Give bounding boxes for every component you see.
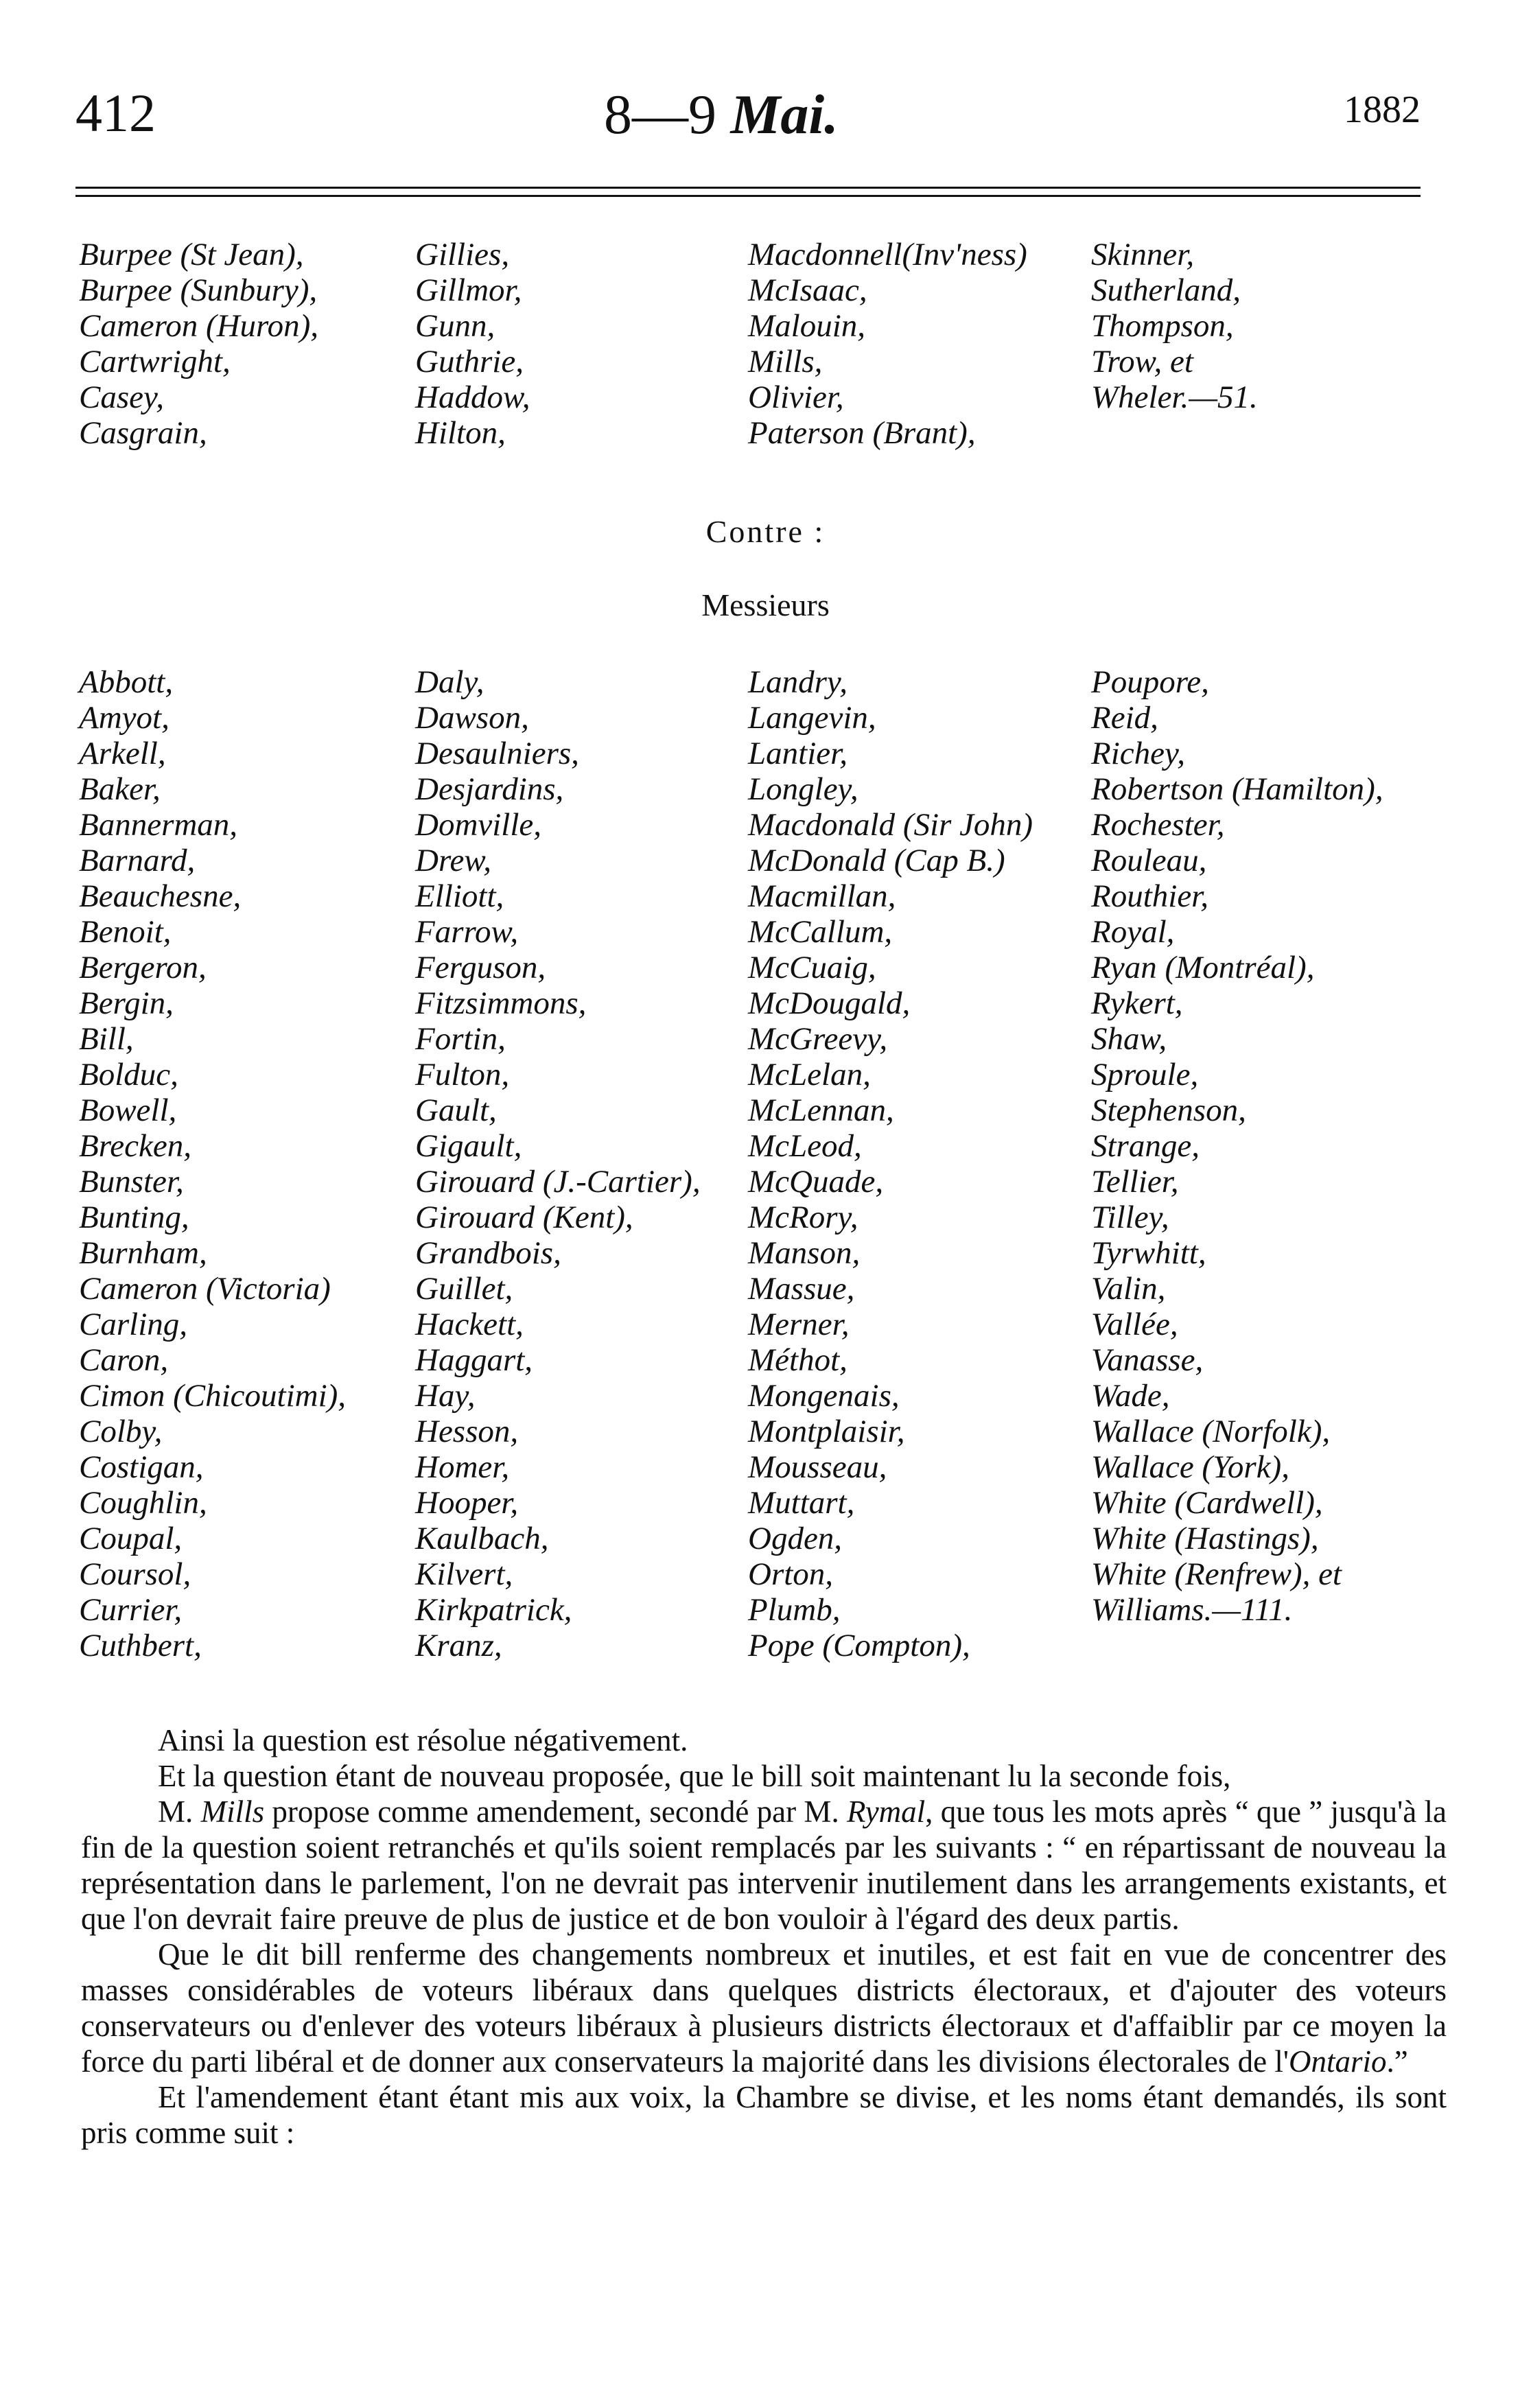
member-name: McCuaig, <box>748 950 876 985</box>
member-name: Landry, <box>748 664 848 700</box>
member-name: Cartwright, <box>79 344 231 379</box>
contre-column-4 <box>1091 664 1383 1628</box>
member-name: Bergin, <box>79 985 174 1021</box>
member-name: Skinner, <box>1091 237 1195 272</box>
place-name: Ontario <box>1288 2044 1387 2079</box>
paragraph-motion: Et la question étant de nouveau proposée, que le bill soit maintenant lu la seconde fois, <box>158 1759 1231 1793</box>
member-name: Paterson (Brant), <box>748 415 976 451</box>
member-name: Routhier, <box>1091 878 1209 914</box>
member-name: Ryan (Montréal), <box>1091 950 1315 985</box>
member-name: Currier, <box>79 1592 183 1628</box>
member-name: Abbott, <box>79 664 174 700</box>
member-name: Benoit, <box>79 914 172 950</box>
member-name: McDougald, <box>748 985 911 1021</box>
member-name: Kilvert, <box>415 1556 513 1592</box>
member-name: Casey, <box>79 379 165 415</box>
member-name: Mills, <box>748 344 823 379</box>
member-name: Stephenson, <box>1091 1092 1246 1128</box>
member-name: Gillies, <box>415 237 510 272</box>
member-name: Barnard, <box>79 843 196 878</box>
member-name: Rykert, <box>1091 985 1183 1021</box>
member-name: Orton, <box>748 1556 834 1592</box>
member-name: Montplaisir, <box>748 1414 905 1449</box>
member-name: Bolduc, <box>79 1057 178 1092</box>
member-name: Haggart, <box>415 1342 533 1378</box>
member-name: Wheler.—51. <box>1091 379 1258 415</box>
member-name: Gillmor, <box>415 272 522 308</box>
contre-column-3 <box>748 664 1033 1663</box>
seconder-name: Rymal <box>847 1795 926 1829</box>
member-name: Cameron (Huron), <box>79 308 318 344</box>
member-name: Desjardins, <box>415 771 564 807</box>
member-name: Bergeron, <box>79 950 207 985</box>
member-name: McDonald (Cap B.) <box>748 843 1005 878</box>
member-name: Kaulbach, <box>415 1521 549 1556</box>
member-name: Costigan, <box>79 1449 204 1485</box>
member-name: White (Renfrew), et <box>1091 1556 1342 1592</box>
member-name: McLeod, <box>748 1128 862 1164</box>
page-header <box>75 82 1421 158</box>
contre-column-2 <box>415 664 701 1663</box>
pour-column-3 <box>748 237 1027 451</box>
member-name: Haddow, <box>415 379 530 415</box>
member-name: Hay, <box>415 1378 476 1414</box>
contre-heading: Contre : <box>705 514 826 549</box>
member-name: Tellier, <box>1091 1164 1179 1200</box>
member-name: Bowell, <box>79 1092 177 1128</box>
member-name: Richey, <box>1091 736 1186 771</box>
member-name: Longley, <box>748 771 858 807</box>
member-name: Wade, <box>1091 1378 1170 1414</box>
member-name: Elliott, <box>415 878 504 914</box>
member-name: Hesson, <box>415 1414 519 1449</box>
member-name: Coursol, <box>79 1556 191 1592</box>
member-name: Sproule, <box>1091 1057 1199 1092</box>
date-month: Mai. <box>730 83 839 145</box>
member-name: Wallace (York), <box>1091 1449 1289 1485</box>
member-name: Fitzsimmons, <box>415 985 587 1021</box>
amendment-text-a: M. <box>158 1795 201 1829</box>
bill-text-a: Que le dit bill renferme des changements nombreux et inutiles, et est fait en vue de concentrer des masses considérables de voteurs libéraux dans quelques districts électoraux, et d'ajouter des voteurs conservateurs ou d'enlever des voteurs libéraux à plusieurs districts électoraux et d'affaiblir par ce moyen la force du parti libéral et de donner aux conservateurs la majorité dans les divisions électorales de l' <box>81 1937 1447 2079</box>
member-name: Cameron (Victoria) <box>79 1271 331 1307</box>
header-rule-bottom <box>75 195 1421 197</box>
date-day: 8—9 <box>604 83 716 145</box>
member-name: Thompson, <box>1091 308 1234 344</box>
member-name: Malouin, <box>748 308 866 344</box>
member-name: Girouard (J.-Cartier), <box>415 1164 701 1200</box>
member-name: Bunster, <box>79 1164 184 1200</box>
member-name: Ferguson, <box>415 950 546 985</box>
member-name: Colby, <box>79 1414 163 1449</box>
member-name: Sutherland, <box>1091 272 1241 308</box>
member-name: White (Hastings), <box>1091 1521 1319 1556</box>
member-name: Amyot, <box>79 700 170 736</box>
member-name: Homer, <box>415 1449 510 1485</box>
member-name: Burpee (St Jean), <box>79 237 304 272</box>
member-name: Drew, <box>415 843 491 878</box>
page-number: 412 <box>75 83 156 143</box>
member-name: Merner, <box>748 1307 850 1342</box>
member-name: Plumb, <box>748 1592 841 1628</box>
member-name: McLennan, <box>748 1092 894 1128</box>
paragraph-result: Ainsi la question est résolue négativement. <box>158 1723 688 1757</box>
member-name: Poupore, <box>1091 664 1209 700</box>
member-name: Massue, <box>748 1271 855 1307</box>
member-name: McLelan, <box>748 1057 871 1092</box>
member-name: Gunn, <box>415 308 495 344</box>
member-name: Guthrie, <box>415 344 524 379</box>
member-name: Mousseau, <box>748 1449 887 1485</box>
amendment-text-b: propose comme amendement, secondé par M. <box>264 1795 848 1829</box>
member-name: Fortin, <box>415 1021 506 1057</box>
member-name: McRory, <box>748 1200 858 1235</box>
member-name: Langevin, <box>748 700 876 736</box>
member-name: Macdonnell(Inv'ness) <box>748 237 1027 272</box>
member-name: Arkell, <box>79 736 166 771</box>
member-name: Rochester, <box>1091 807 1225 843</box>
member-name: Mongenais, <box>748 1378 900 1414</box>
member-name: McQuade, <box>748 1164 884 1200</box>
member-name: Wallace (Norfolk), <box>1091 1414 1331 1449</box>
member-name: Coupal, <box>79 1521 183 1556</box>
member-name: Méthot, <box>748 1342 848 1378</box>
member-name: Fulton, <box>415 1057 510 1092</box>
member-name: Gigault, <box>415 1128 522 1164</box>
contre-column-1 <box>79 664 346 1663</box>
member-name: Farrow, <box>415 914 519 950</box>
member-name: Olivier, <box>748 379 844 415</box>
messieurs-heading: Messieurs <box>701 587 830 622</box>
member-name: Lantier, <box>748 736 848 771</box>
paragraph-bill <box>81 1937 1447 2079</box>
member-name: Casgrain, <box>79 415 207 451</box>
member-name: Gault, <box>415 1092 497 1128</box>
header-rule-top <box>75 187 1421 189</box>
member-name: Ogden, <box>748 1521 843 1556</box>
member-name: Carling, <box>79 1307 188 1342</box>
member-name: McGreevy, <box>748 1021 888 1057</box>
member-name: Bannerman, <box>79 807 238 843</box>
member-name: Hackett, <box>415 1307 524 1342</box>
pour-column-2 <box>415 237 530 451</box>
member-name: Strange, <box>1091 1128 1200 1164</box>
member-name: Macdonald (Sir John) <box>748 807 1033 843</box>
member-name: Coughlin, <box>79 1485 207 1521</box>
pour-column-1 <box>79 237 318 451</box>
member-name: McIsaac, <box>748 272 867 308</box>
member-name: Girouard (Kent), <box>415 1200 633 1235</box>
member-name: White (Cardwell), <box>1091 1485 1323 1521</box>
member-name: Desaulniers, <box>415 736 579 771</box>
member-name: Tilley, <box>1091 1200 1169 1235</box>
member-name: Vallée, <box>1091 1307 1178 1342</box>
member-name: Burpee (Sunbury), <box>79 272 318 308</box>
member-name: Hilton, <box>415 415 506 451</box>
member-name: Baker, <box>79 771 161 807</box>
member-name: Muttart, <box>748 1485 855 1521</box>
member-name: Trow, et <box>1091 344 1193 379</box>
member-name: McCallum, <box>748 914 893 950</box>
member-name: Reid, <box>1091 700 1158 736</box>
member-name: Domville, <box>415 807 542 843</box>
member-name: Beauchesne, <box>79 878 242 914</box>
member-name: Kranz, <box>415 1628 502 1663</box>
member-name: Burnham, <box>79 1235 207 1271</box>
member-name: Grandbois, <box>415 1235 561 1271</box>
member-name: Tyrwhitt, <box>1091 1235 1206 1271</box>
member-name: Rouleau, <box>1091 843 1207 878</box>
body-text <box>81 1722 1447 2151</box>
member-name: Robertson (Hamilton), <box>1091 771 1383 807</box>
page-year: 1882 <box>1344 89 1421 131</box>
paragraph-amendment <box>81 1794 1447 1937</box>
member-name: Valin, <box>1091 1271 1166 1307</box>
mover-name: Mills <box>200 1795 265 1829</box>
member-name: Dawson, <box>415 700 529 736</box>
member-name: Shaw, <box>1091 1021 1167 1057</box>
amendment-text-c: , que tous les mots après “ que ” jusqu'à la fin de la question soient retranchés et qu'ils soient remplacés par les suivants : “ en répartissant de nouveau la représentation dans le parlement, l'on ne devrait pas intervenir inutilement dans les arrangements existants, et que l'on devrait faire preuve de plus de justice et de bon vouloir à l'égard des deux partis. <box>81 1795 1447 1936</box>
member-name: Daly, <box>415 664 484 700</box>
member-name: Bunting, <box>79 1200 189 1235</box>
member-name: Caron, <box>79 1342 169 1378</box>
pour-column-4 <box>1091 237 1258 415</box>
member-name: Williams.—111. <box>1091 1592 1293 1628</box>
member-name: Brecken, <box>79 1128 191 1164</box>
member-name: Cimon (Chicoutimi), <box>79 1378 347 1414</box>
bill-text-b: .” <box>1386 2044 1408 2079</box>
member-name: Vanasse, <box>1091 1342 1204 1378</box>
page-date <box>604 82 839 147</box>
member-name: Kirkpatrick, <box>415 1592 572 1628</box>
member-name: Royal, <box>1091 914 1175 950</box>
member-name: Manson, <box>748 1235 861 1271</box>
member-name: Cuthbert, <box>79 1628 202 1663</box>
paragraph-vote: Et l'amendement étant étant mis aux voix, la Chambre se divise, et les noms étant demandés, ils sont pris comme suit : <box>81 2080 1447 2150</box>
member-name: Pope (Compton), <box>748 1628 970 1663</box>
member-name: Bill, <box>79 1021 134 1057</box>
member-name: Hooper, <box>415 1485 519 1521</box>
member-name: Macmillan, <box>748 878 896 914</box>
member-name: Guillet, <box>415 1271 513 1307</box>
